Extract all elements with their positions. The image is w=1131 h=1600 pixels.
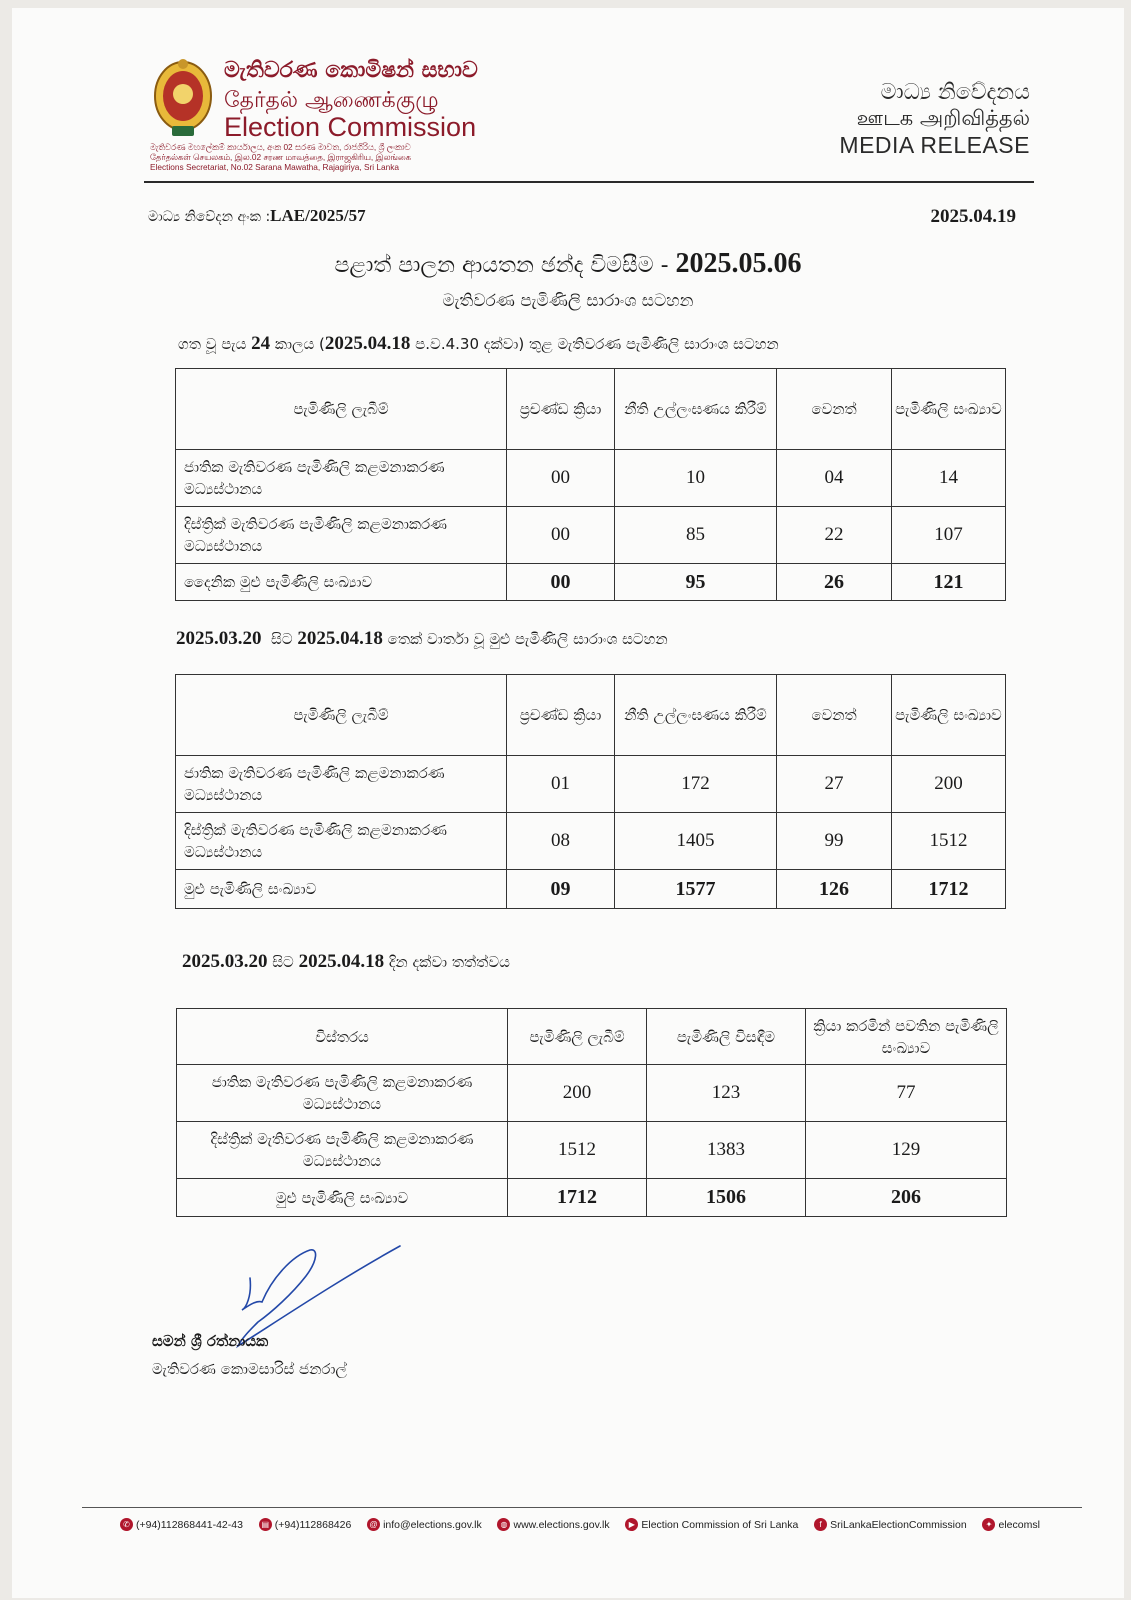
table-row: [177, 1122, 1007, 1179]
section3-heading: [182, 951, 510, 973]
fax-icon: ▤: [259, 1518, 272, 1531]
reference-number: LAE/2025/57: [270, 206, 366, 225]
cell-value: 129: [806, 1122, 1007, 1179]
facebook-text: SriLankaElectionCommission: [830, 1518, 967, 1531]
page-subtitle: මැතිවරණ පැමිණිලි සාරාංශ සටහන: [442, 291, 694, 311]
table-row: [176, 813, 1006, 870]
cell-value: 00: [507, 507, 615, 564]
section2-table: [175, 674, 1006, 909]
cell-value: 08: [507, 813, 615, 870]
footer-divider: [82, 1507, 1082, 1508]
cell-value: 200: [892, 756, 1006, 813]
cell-value: 27: [777, 756, 892, 813]
section1-heading: [178, 333, 779, 355]
media-release-tamil: ஊடக அறிவித்தல்: [856, 106, 1030, 130]
table-total-row: [176, 870, 1006, 909]
row-label: දිස්ත්‍රික් මැතිවරණ පැමිණිලි කළමනාකරණ මධ්‍යස්ථානය: [176, 507, 507, 564]
title-text: පළාත් පාලන ආයතන ඡන්ද විමසීම -: [334, 253, 676, 278]
column-header: පැමිණිලි ලැබීම්: [176, 369, 507, 450]
row-label: මුළු පැමිණිලි සංඛ්‍යාව: [176, 870, 507, 909]
row-label: මුළු පැමිණිලි සංඛ්‍යාව: [177, 1179, 508, 1217]
table-header-row: [176, 369, 1006, 450]
cell-value: 77: [806, 1065, 1007, 1122]
s2-heading-to: 2025.04.18: [297, 628, 383, 649]
org-name-english: Election Commission: [224, 112, 477, 142]
release-date: 2025.04.19: [930, 206, 1016, 227]
release-reference: [148, 206, 366, 226]
cell-value: 00: [507, 450, 615, 507]
cell-value: 1506: [647, 1179, 806, 1217]
cell-value: 1405: [615, 813, 777, 870]
title-election-date: 2025.05.06: [675, 248, 802, 279]
s1-heading-mid: කාලය (: [270, 335, 325, 353]
address-sinhala: මැතිවරණ මහලේකම් කාර්යාලය, අංක 02 සරණ මාවත, රාජගිරිය, ශ්‍රී ලංකාව: [150, 142, 411, 152]
cell-value: 09: [507, 870, 615, 909]
phone-icon: ✆: [120, 1518, 133, 1531]
cell-value: 99: [777, 813, 892, 870]
cell-value: 200: [508, 1065, 647, 1122]
section2-heading: [176, 628, 668, 650]
cell-value: 01: [507, 756, 615, 813]
column-header: පැමිණිලි සංඛ්‍යාව: [892, 675, 1006, 756]
table-header-row: [176, 675, 1006, 756]
footer-contacts: [120, 1518, 1040, 1531]
row-label: ජාතික මැතිවරණ පැමිණිලි කළමනාකරණ මධ්‍යස්ථානය: [176, 450, 507, 507]
cell-value: 14: [892, 450, 1006, 507]
cell-value: 1712: [508, 1179, 647, 1217]
row-label: දිස්ත්‍රික් මැතිවරණ පැමිණිලි කළමනාකරණ මධ්‍යස්ථානය: [177, 1122, 508, 1179]
twitter-text: elecomsl: [998, 1518, 1040, 1531]
s2-heading-from: 2025.03.20: [176, 628, 262, 649]
cell-value: 1383: [647, 1122, 806, 1179]
document-page: [12, 8, 1124, 1598]
emblem-logo: [152, 56, 214, 142]
row-label: දෛනික මුළු පැමිණිලි සංඛ්‍යාව: [176, 564, 507, 601]
phone-text: (+94)112868441-42-43: [136, 1518, 243, 1531]
org-name-tamil: தேர்தல் ஆணைக்குழு: [224, 88, 439, 113]
column-header: පැමිණිලි සංඛ්‍යාව: [892, 369, 1006, 450]
twitter-icon: ✦: [982, 1518, 995, 1531]
cell-value: 107: [892, 507, 1006, 564]
column-header: නීති උල්ලංඝණය කිරීම්: [615, 675, 777, 756]
s3-heading-post: දින දක්වා තත්ත්වය: [384, 953, 510, 971]
fax-text: (+94)112868426: [274, 1518, 352, 1531]
s1-heading-pre: ගත වූ පැය: [178, 335, 252, 353]
signatory-name: සමන් ශ්‍රී රත්නායක: [152, 1332, 269, 1350]
footer-web[interactable]: [497, 1518, 609, 1531]
media-release-english: MEDIA RELEASE: [839, 132, 1030, 158]
row-label: දිස්ත්‍රික් මැතිවරණ පැමිණිලි කළමනාකරණ මධ්‍යස්ථානය: [176, 813, 507, 870]
address-english: Elections Secretariat, No.02 Sarana Mawatha, Rajagiriya, Sri Lanka: [150, 162, 400, 172]
column-header: වෙනත්: [777, 369, 892, 450]
media-release-sinhala: මාධ්‍ය නිවේදනය: [880, 80, 1030, 105]
s1-heading-time: ප.ව.4.30: [410, 335, 484, 353]
cell-value: 123: [647, 1065, 806, 1122]
org-name-sinhala: මැතිවරණ කොමිෂන් සභාව: [224, 58, 478, 83]
table-row: [176, 450, 1006, 507]
cell-value: 1577: [615, 870, 777, 909]
footer-phone[interactable]: [120, 1518, 243, 1531]
s3-heading-from: 2025.03.20: [182, 951, 268, 972]
cell-value: 1512: [892, 813, 1006, 870]
youtube-text: Election Commission of Sri Lanka: [641, 1518, 799, 1531]
email-text: info@elections.gov.lk: [383, 1518, 482, 1531]
column-header: නීති උල්ලංඝණය කිරීම්: [615, 369, 777, 450]
s2-heading-mid: සිට: [261, 630, 298, 648]
column-header: ප්‍රචණ්ඩ ක්‍රියා: [507, 369, 615, 450]
cell-value: 121: [892, 564, 1006, 601]
column-header: පැමිණිලි ලැබීම්: [508, 1009, 647, 1065]
address-tamil: தேர்தல்கள் செயலகம், இல.02 சரண மாவத்தை, இராஜகிரிய, இலங்கை: [150, 152, 411, 162]
column-header: පැමිණිලි ලැබීම්: [176, 675, 507, 756]
cell-value: 1512: [508, 1122, 647, 1179]
cell-value: 10: [615, 450, 777, 507]
cell-value: 95: [615, 564, 777, 601]
table-row: [176, 507, 1006, 564]
cell-value: 26: [777, 564, 892, 601]
org-address: [150, 142, 490, 172]
column-header: පැමිණිලි විසඳීම: [647, 1009, 806, 1065]
column-header: ප්‍රචණ්ඩ ක්‍රියා: [507, 675, 615, 756]
cell-value: 1712: [892, 870, 1006, 909]
row-label: ජාතික මැතිවරණ පැමිණිලි කළමනාකරණ මධ්‍යස්ථානය: [177, 1065, 508, 1122]
footer-youtube[interactable]: [625, 1518, 798, 1531]
s1-heading-date: 2025.04.18: [324, 333, 411, 354]
table-row: [177, 1065, 1007, 1122]
globe-icon: ◍: [497, 1518, 510, 1531]
s2-heading-post: තෙක් වාර්තා වූ මුළු පැමිණිලි සාරාංශ සටහන: [382, 630, 668, 648]
column-header: වෙනත්: [777, 675, 892, 756]
footer-fax[interactable]: [259, 1518, 352, 1531]
cell-value: 22: [777, 507, 892, 564]
table-row: [176, 756, 1006, 813]
column-header: ක්‍රියා කරමින් පවතින පැමිණිලි සංඛ්‍යාව: [806, 1009, 1007, 1065]
cell-value: 04: [777, 450, 892, 507]
cell-value: 172: [615, 756, 777, 813]
column-header: විස්තරය: [177, 1009, 508, 1065]
web-text: www.elections.gov.lk: [513, 1518, 610, 1531]
s3-heading-mid: සිට: [267, 953, 299, 971]
facebook-icon: f: [814, 1518, 827, 1531]
reference-label: මාධ්‍ය නිවේදන අංක :: [148, 209, 271, 225]
table-header-row: [177, 1009, 1007, 1065]
table-total-row: [176, 564, 1006, 601]
youtube-icon: ▶: [625, 1518, 638, 1531]
footer-email[interactable]: [367, 1518, 482, 1531]
email-icon: @: [367, 1518, 380, 1531]
footer-twitter[interactable]: [982, 1518, 1039, 1531]
header-divider: [144, 181, 1034, 183]
footer-facebook[interactable]: [814, 1518, 967, 1531]
signatory-title: මැතිවරණ කොමසාරිස් ජනරාල්: [152, 1360, 347, 1378]
cell-value: 206: [806, 1179, 1007, 1217]
section3-table: [176, 1008, 1007, 1217]
cell-value: 126: [777, 870, 892, 909]
page-title: [12, 248, 1124, 280]
s3-heading-to: 2025.04.18: [298, 951, 385, 972]
row-label: ජාතික මැතිවරණ පැමිණිලි කළමනාකරණ මධ්‍යස්ථානය: [176, 756, 507, 813]
cell-value: 00: [507, 564, 615, 601]
section1-table: [175, 368, 1006, 601]
s1-heading-hours: 24: [251, 333, 271, 354]
cell-value: 85: [615, 507, 777, 564]
s1-heading-post: දක්වා) තුළ මැතිවරණ පැමිණිලි සාරාංශ සටහන: [483, 335, 779, 353]
table-total-row: [177, 1179, 1007, 1217]
